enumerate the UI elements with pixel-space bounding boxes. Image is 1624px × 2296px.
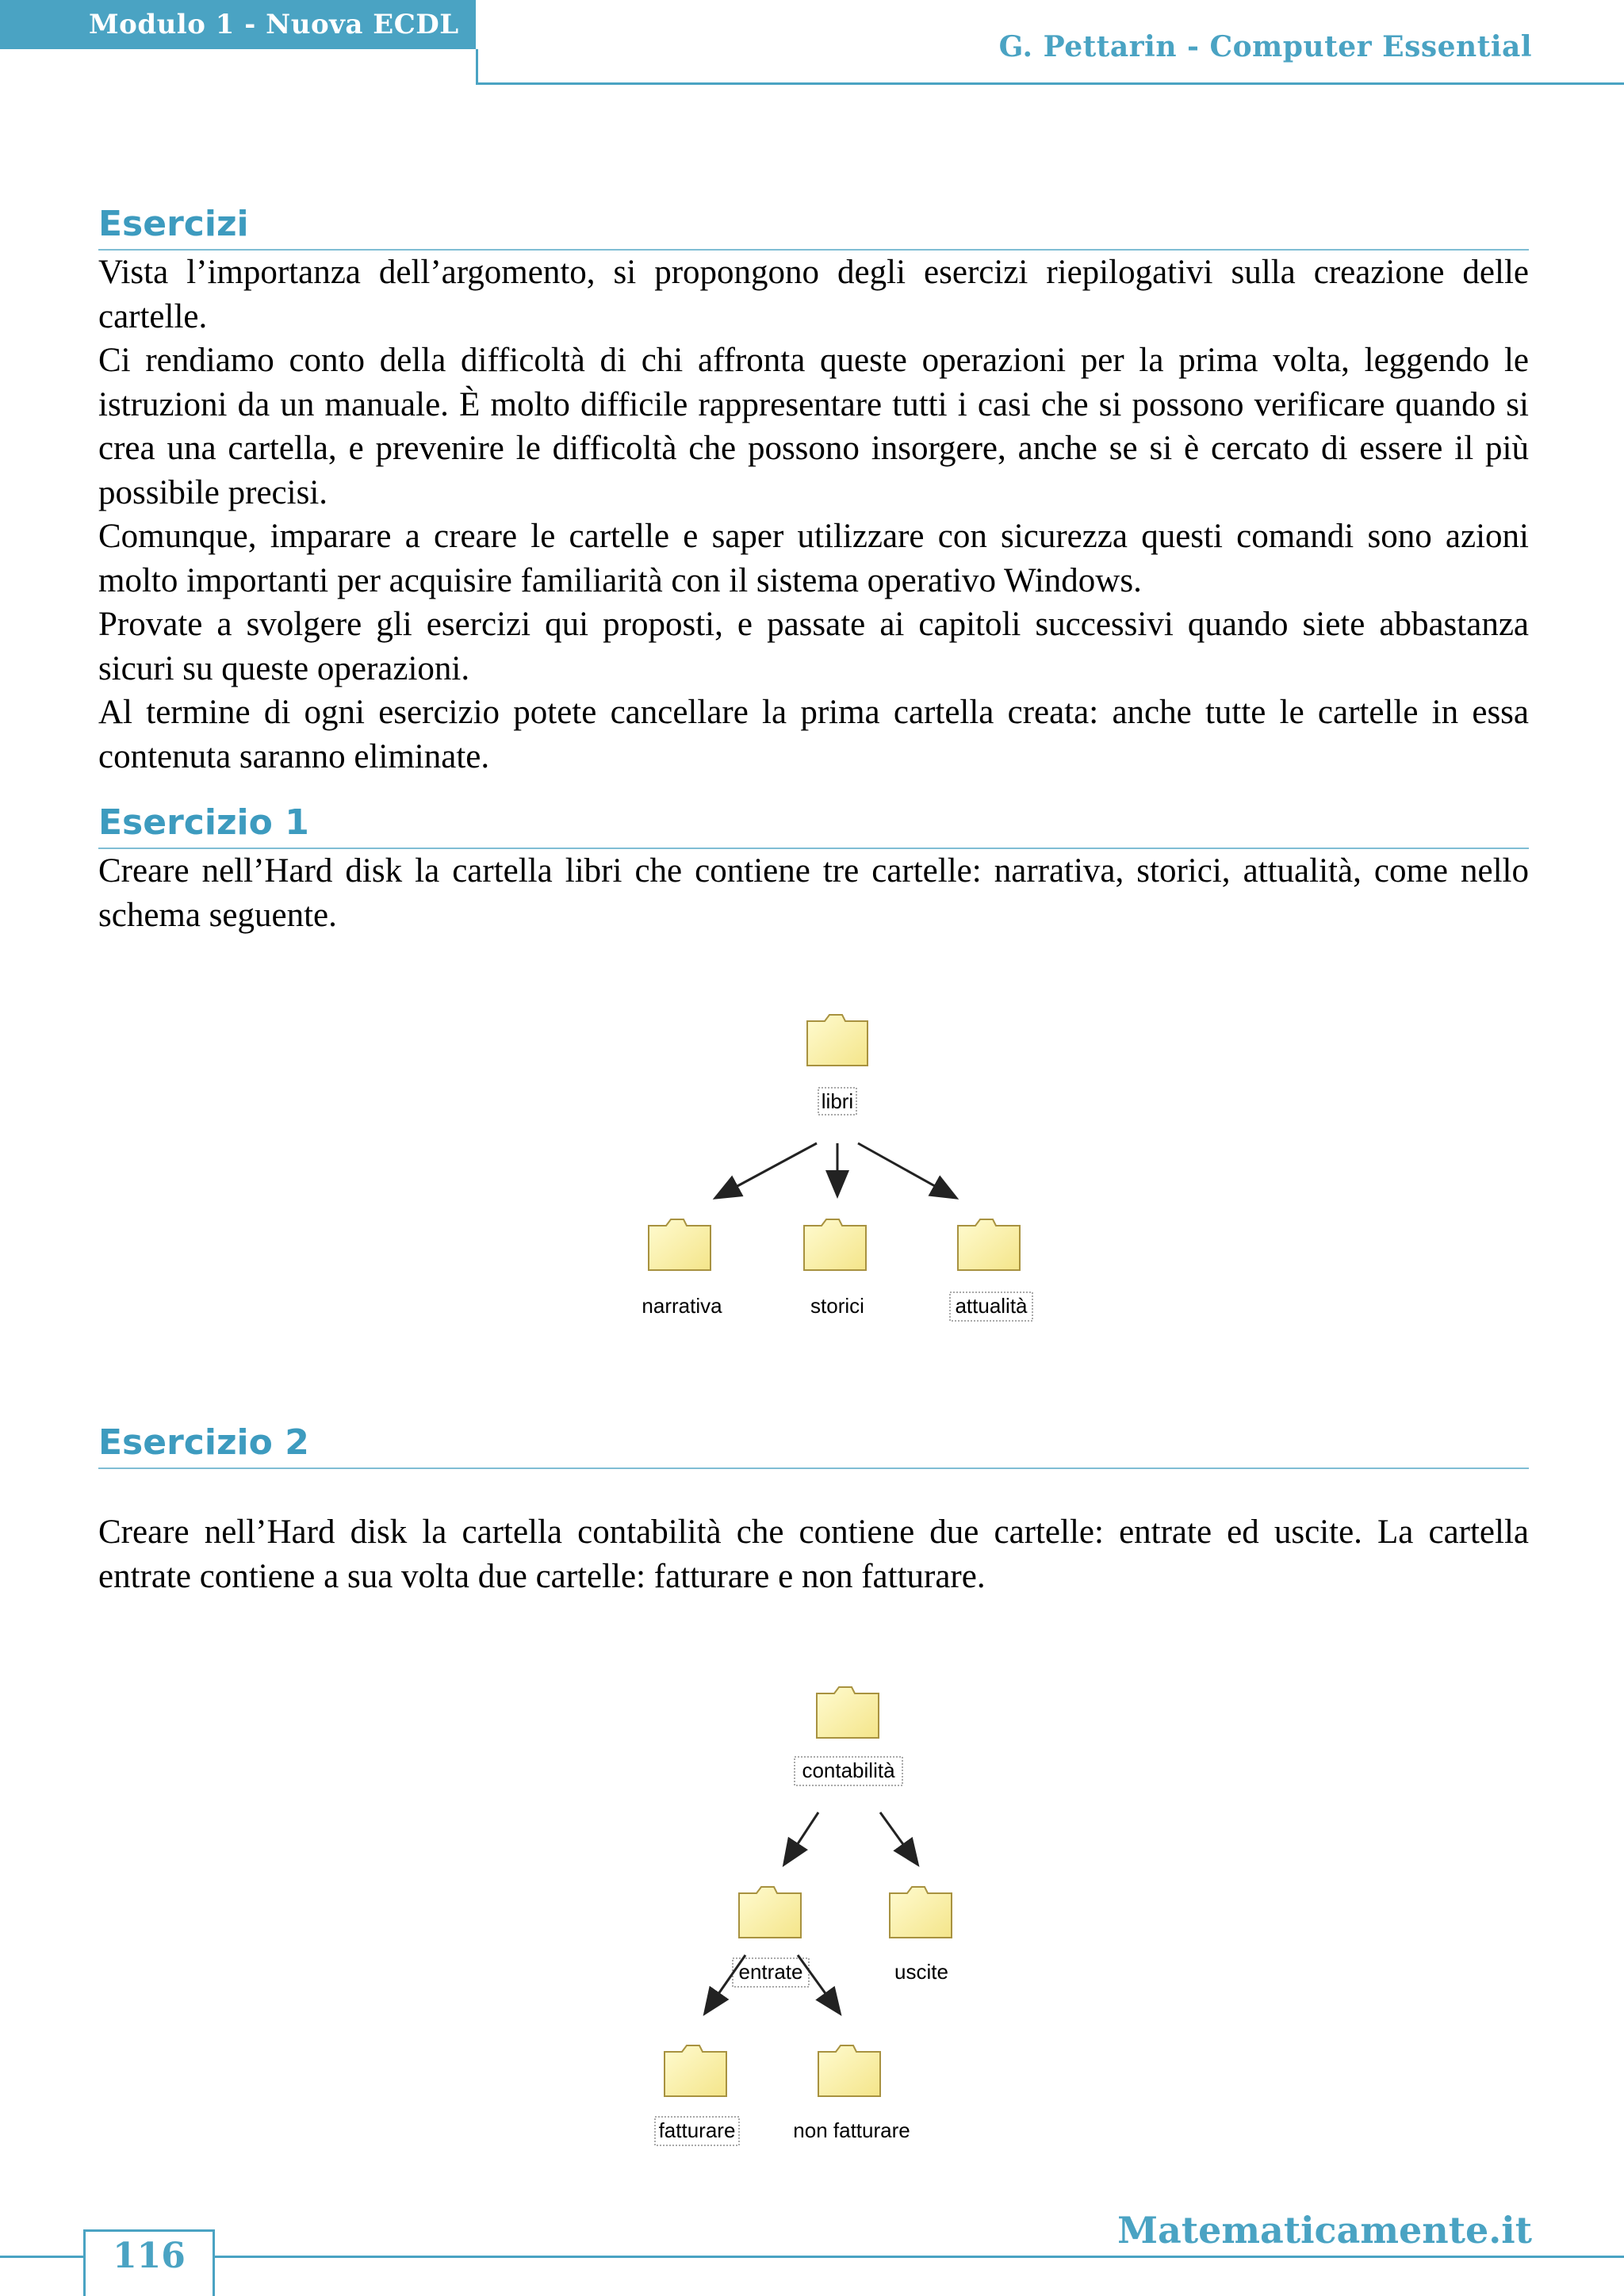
folder-icon — [817, 1687, 879, 1738]
folder-label-uscite: uscite — [894, 1960, 948, 1984]
arrow — [798, 1955, 839, 2012]
folder-label-libri: libri — [821, 1089, 854, 1113]
paragraph: Comunque, imparare a creare le cartelle e saper utilizzare con sicurezza questi comandi sono azioni molto importanti per acquisire familiarità con il sistema operativo Windows. — [98, 518, 1529, 599]
paragraph: Al termine di ogni esercizio potete cancellare la prima cartella creata: anche tutte le cartelle in essa contenuta saranno eliminate. — [98, 694, 1529, 775]
section-title-esercizio-2: Esercizio 2 — [98, 1421, 1529, 1469]
folder-tree-libri — [619, 999, 1063, 1332]
folder-label-fatturare: fatturare — [658, 2118, 736, 2142]
folder-label-narrativa: narrativa — [642, 1294, 722, 1318]
arrow — [706, 1955, 745, 2012]
folder-icon — [818, 2045, 880, 2096]
page-content — [98, 202, 1529, 937]
paragraph: Creare nell’Hard disk la cartella contabilità che contiene due cartelle: entrate ed uscite. La cartella entrate contiene a sua volta due cartelle: fatturare e non fatturare. — [98, 1513, 1529, 1595]
folder-icon — [804, 1219, 866, 1270]
folder-label-storici: storici — [810, 1294, 864, 1318]
footer-rule-left — [0, 2256, 83, 2258]
folder-label-attualita: attualità — [955, 1294, 1028, 1318]
folder-icon — [807, 1015, 868, 1066]
folder-tree-contabilita — [634, 1665, 999, 2156]
arrow — [717, 1143, 817, 1197]
folder-icon — [739, 1887, 801, 1938]
header-divider — [476, 49, 478, 85]
paragraph: Vista l’importanza dell’argomento, si propongono degli esercizi riepilogativi sulla creazione delle cartelle. — [98, 254, 1529, 335]
arrow — [880, 1812, 917, 1863]
footer-site: Matematicamente.it — [1117, 2209, 1532, 2252]
header-rule — [476, 82, 1624, 85]
arrow — [785, 1812, 818, 1863]
section-title-esercizi: Esercizi — [98, 202, 1529, 251]
folder-label-contabilita: contabilità — [802, 1758, 895, 1782]
folder-icon — [958, 1219, 1020, 1270]
paragraph: Ci rendiamo conto della difficoltà di chi affronta queste operazioni per la prima volta, leggendo le istruzioni da un manuale. È molto difficile rappresentare tutti i casi che si possono verificare quando si crea una cartella, e prevenire le difficoltà che possono insorgere, anche se si è cercato di essere il più possibile precisi. — [98, 342, 1529, 511]
folder-icon — [665, 2045, 726, 2096]
section-title-esercizio-1: Esercizio 1 — [98, 801, 1529, 849]
paragraph: Provate a svolgere gli esercizi qui proposti, e passate ai capitoli successivi quando siete abbastanza sicuri su queste operazioni. — [98, 606, 1529, 687]
footer-rule — [214, 2256, 1624, 2258]
folder-label-non-fatturare: non fatturare — [793, 2118, 910, 2142]
module-tab: Modulo 1 - Nuova ECDL — [0, 0, 476, 49]
arrow — [858, 1143, 955, 1197]
folder-icon — [890, 1887, 952, 1938]
author-title: G. Pettarin - Computer Essential — [998, 30, 1532, 63]
folder-icon — [649, 1219, 710, 1270]
page-number: 116 — [113, 2236, 186, 2276]
folder-label-entrate: entrate — [738, 1960, 803, 1984]
page-content-2 — [98, 1421, 1529, 1598]
paragraph: Creare nell’Hard disk la cartella libri che contiene tre cartelle: narrativa, storici, attualità, come nello schema seguente. — [98, 852, 1529, 934]
